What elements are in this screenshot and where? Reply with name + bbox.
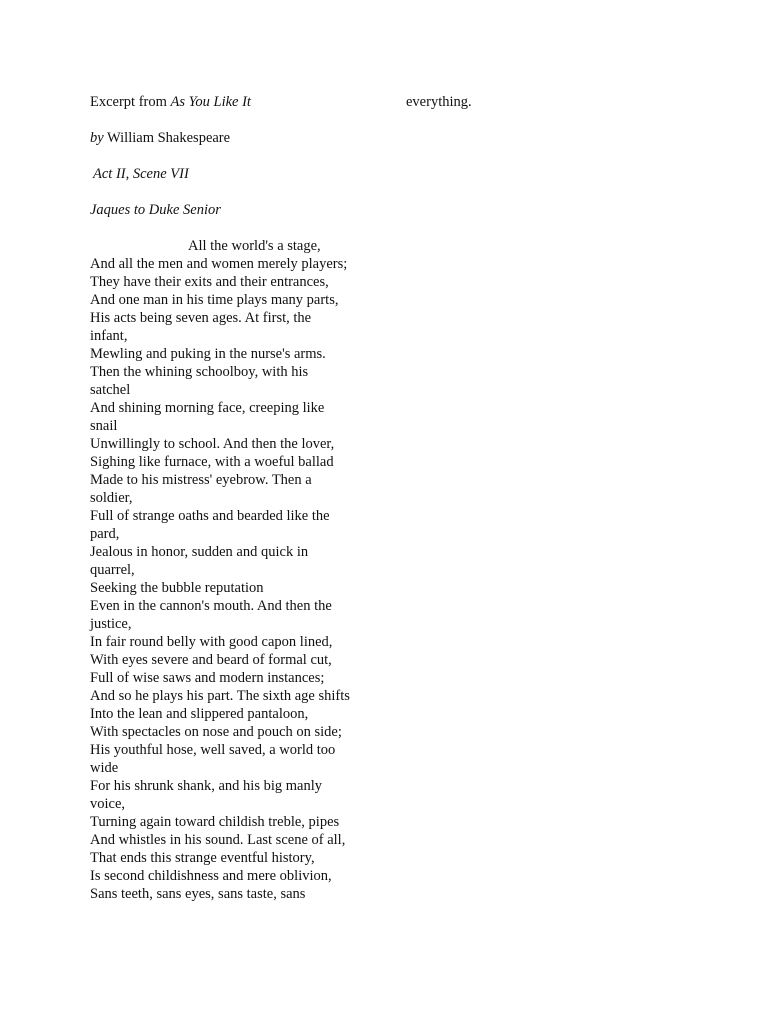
- poem-line: snail: [90, 418, 118, 434]
- poem-line: Is second childishness and mere oblivion,: [90, 868, 332, 884]
- poem-line: And shining morning face, creeping like: [90, 400, 325, 416]
- excerpt-heading: [90, 93, 390, 111]
- poem-line: justice,: [90, 616, 132, 632]
- excerpt-prefix: Excerpt from: [90, 94, 171, 110]
- author-name: William Shakespeare: [103, 130, 231, 146]
- poem-line: Jealous in honor, sudden and quick in: [90, 544, 309, 560]
- poem-line: His youthful hose, well saved, a world too: [90, 742, 336, 758]
- poem-line: Seeking the bubble reputation: [90, 580, 264, 596]
- speaker-line: Jaques to Duke Senior: [90, 202, 221, 218]
- act-scene: Act II, Scene VII: [93, 166, 189, 182]
- play-title: As You Like It: [170, 94, 251, 110]
- poem-line: And all the men and women merely players;: [90, 256, 348, 272]
- poem-line: And whistles in his sound. Last scene of all,: [90, 832, 346, 848]
- by-word: by: [90, 130, 104, 146]
- poem-first-line: All the world's a stage,: [188, 238, 321, 254]
- right-column: [406, 93, 706, 111]
- poem-line: voice,: [90, 796, 126, 812]
- poem-line: Into the lean and slippered pantaloon,: [90, 706, 309, 722]
- poem-line: With eyes severe and beard of formal cut,: [90, 652, 332, 668]
- poem-line: infant,: [90, 328, 128, 344]
- poem-line: They have their exits and their entrances,: [90, 274, 329, 290]
- poem-line: In fair round belly with good capon lined,: [90, 634, 333, 650]
- poem-line: And one man in his time plays many parts,: [90, 292, 339, 308]
- poem-line: Mewling and puking in the nurse's arms.: [90, 346, 326, 362]
- poem-line: Full of wise saws and modern instances;: [90, 670, 325, 686]
- poem-line: That ends this strange eventful history,: [90, 850, 315, 866]
- poem-line: For his shrunk shank, and his big manly: [90, 778, 322, 794]
- poem-line: Then the whining schoolboy, with his: [90, 364, 309, 380]
- poem-body: [90, 255, 390, 903]
- poem-line: His acts being seven ages. At first, the: [90, 310, 312, 326]
- author-line: [90, 129, 390, 147]
- poem-line: wide: [90, 760, 119, 776]
- poem-line: pard,: [90, 526, 120, 542]
- poem-line: Sighing like furnace, with a woeful ballad: [90, 454, 334, 470]
- poem-line: Made to his mistress' eyebrow. Then a: [90, 472, 312, 488]
- poem-line: quarrel,: [90, 562, 135, 578]
- poem-line: Even in the cannon's mouth. And then the: [90, 598, 332, 614]
- poem-line: Full of strange oaths and bearded like the: [90, 508, 330, 524]
- poem-line: soldier,: [90, 490, 133, 506]
- left-column: [90, 93, 390, 903]
- poem-line: With spectacles on nose and pouch on side;: [90, 724, 342, 740]
- poem-line: satchel: [90, 382, 131, 398]
- poem-line: And so he plays his part. The sixth age shifts: [90, 688, 350, 704]
- poem-line: Turning again toward childish treble, pipes: [90, 814, 340, 830]
- poem-line: Unwillingly to school. And then the lover,: [90, 436, 335, 452]
- poem-line: Sans teeth, sans eyes, sans taste, sans: [90, 886, 306, 902]
- poem-continuation: everything.: [406, 94, 472, 110]
